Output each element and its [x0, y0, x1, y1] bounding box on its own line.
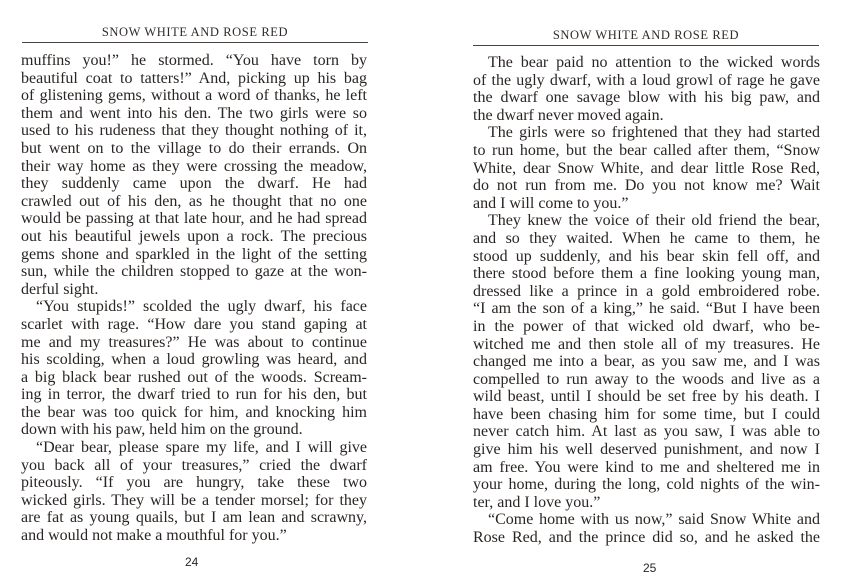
header-rule: [22, 42, 368, 43]
text-line: sun, while the children stopped to gaze at the won-: [21, 263, 367, 281]
text-line: your home, during the long, cold nights of the win-: [473, 476, 820, 494]
text-line: “You stupids!” scolded the ugly dwarf, his face: [36, 298, 367, 316]
left-page: [0, 0, 421, 584]
text-line: compelled to run away to the woods and live as a: [473, 370, 820, 388]
page-body-text: [473, 54, 820, 547]
text-line: them and went into his den. The two girls were so: [21, 104, 367, 122]
text-line: gems shone and sparkled in the light of the setting: [21, 245, 367, 263]
text-line: never catch him. At last as you saw, I was able to: [473, 423, 820, 441]
text-line: are fat as young quails, but I am lean and scrawny,: [21, 509, 367, 527]
text-line: scarlet with rage. “How dare you stand gaping at: [21, 315, 367, 333]
text-line: the dwarf one savage blow with his big paw, and: [473, 89, 820, 107]
text-line: ter, and I love you.”: [473, 493, 601, 511]
text-line: and so they waited. When he came to them, he: [473, 229, 820, 247]
text-line: beautiful coat to tatters!” And, picking up his bag: [21, 69, 367, 87]
text-line: wild beast, until I should be set free by his death. I: [473, 388, 820, 406]
text-line: The girls were so frightened that they had started: [488, 124, 820, 142]
text-line: have been chasing him for some time, but I could: [473, 405, 820, 423]
text-line: used to his rudeness that they thought nothing of it,: [21, 122, 367, 140]
text-line: give him his well deserved punishment, and now I: [473, 441, 820, 459]
text-line: stood up suddenly, and his bear skin fell off, and: [473, 247, 820, 265]
text-line: out his beautiful jewels upon a rock. The precious: [21, 227, 367, 245]
text-line: changed me into a bear, as you saw me, and I was: [473, 353, 820, 371]
text-line: of glistening gems, without a word of thanks, he left: [21, 87, 367, 105]
text-line: The bear paid no attention to the wicked words: [488, 54, 820, 71]
text-line: and I will come to you.”: [473, 194, 629, 212]
header-rule: [473, 45, 819, 46]
text-line: am free. You were kind to me and sheltered me in: [473, 458, 820, 476]
text-line: but went on to the village to do their errands. On: [21, 139, 367, 157]
text-line: They knew the voice of their old friend the bear,: [488, 212, 820, 230]
text-line: muffins you!” he stormed. “You have torn by: [21, 52, 367, 69]
page-body-text: [21, 52, 367, 545]
text-line: piteously. “If you are hungry, take these two: [21, 474, 367, 492]
text-line: do not run from me. Do you not know me? Wait: [473, 177, 820, 195]
text-line: of the ugly dwarf, with a loud growl of rage he gave: [473, 71, 820, 89]
text-line: White, dear Snow White, and dear little Rose Red,: [473, 159, 820, 177]
text-line: “I am the son of a king,” he said. “But I have been: [473, 300, 820, 318]
text-line: a big black bear rushed out of the woods. Scream-: [21, 368, 367, 386]
text-line: “Dear bear, please spare my life, and I will give: [36, 439, 367, 457]
text-line: wicked girls. They will be a tender morsel; for they: [21, 491, 367, 509]
text-line: the dwarf never moved again.: [473, 106, 664, 124]
text-line: their way home as they were crossing the meadow,: [21, 157, 367, 175]
running-head: SNOW WHITE AND ROSE RED: [552, 28, 740, 42]
text-line: the bear was too quick for him, and knocking him: [21, 403, 367, 421]
text-line: Rose Red, and the prince did so, and he asked the: [473, 529, 820, 547]
page-number: 24: [185, 555, 199, 569]
text-line: crawled out of his den, as he thought that no one: [21, 192, 367, 210]
text-line: would be passing at that late hour, and he had spread: [21, 210, 367, 228]
text-line: “Come home with us now,” said Snow White and: [488, 511, 820, 529]
text-line: to run home, but the bear called after them, “Snow: [473, 141, 820, 159]
text-line: they suddenly came upon the dwarf. He had: [21, 175, 367, 193]
text-line: me and my treasures?” He was about to continue: [21, 333, 367, 351]
text-line: dressed like a prince in a gold embroidered robe.: [473, 282, 820, 300]
text-line: there stood before them a fine looking young man,: [473, 265, 820, 283]
running-head: SNOW WHITE AND ROSE RED: [101, 25, 289, 39]
text-line: down with his paw, held him on the ground.: [21, 421, 303, 439]
page-number: 25: [643, 561, 657, 575]
text-line: and would not make a mouthful for you.”: [21, 527, 287, 545]
text-line: his scolding, when a loud growling was heard, and: [21, 351, 367, 369]
text-line: in the power of that wicked old dwarf, who be-: [473, 317, 820, 335]
text-line: ing in terror, the dwarf tried to run for his den, but: [21, 386, 367, 404]
text-line: witched me and then stole all of my treasures. He: [473, 335, 820, 353]
right-page: [421, 0, 843, 584]
text-line: derful sight.: [21, 280, 99, 298]
text-line: you back all of your treasures,” cried the dwarf: [21, 456, 367, 474]
